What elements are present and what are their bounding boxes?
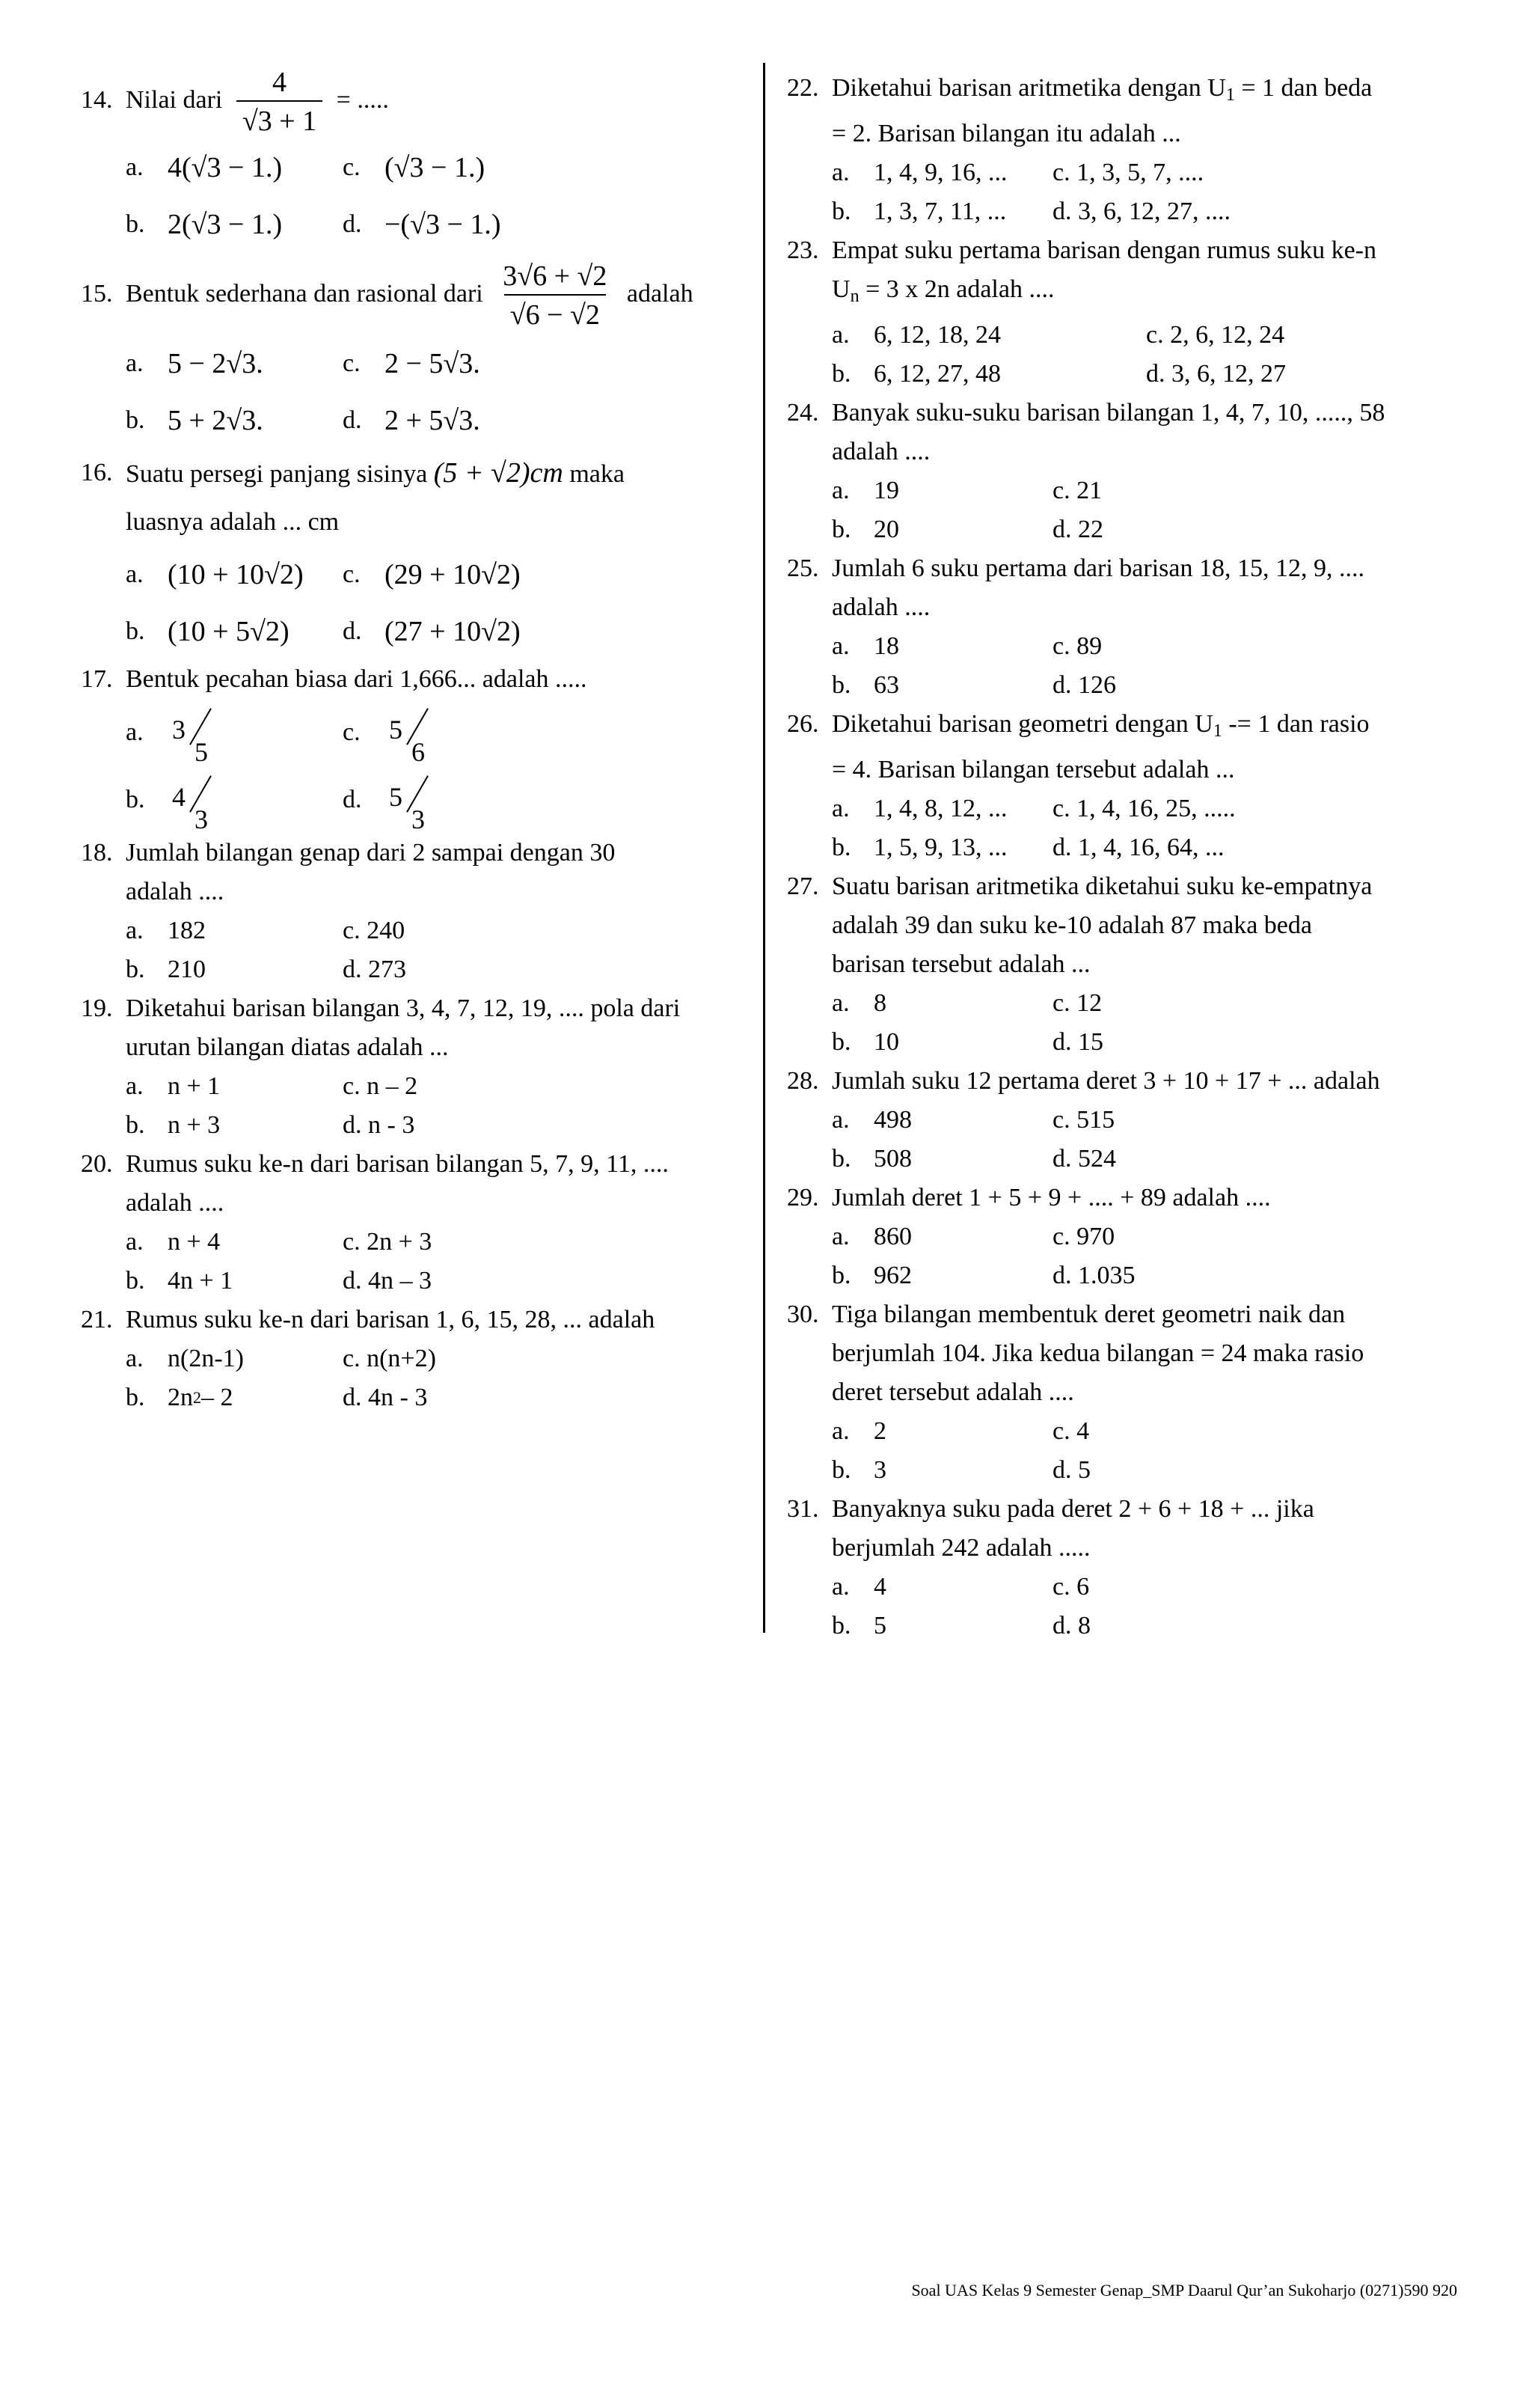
option-c: c. 240 [343,917,405,945]
option-b: b. 4n + 1 [126,1267,233,1295]
option-b: b. 2n 2 – 2 [126,1384,233,1412]
option-a: a. 18 [832,632,899,660]
question-14: 14. Nilai dari $\frac{4}{√3 + 1}$ = ..... [81,63,754,139]
option-c: c. 5 6 [343,699,754,766]
options-16 [126,546,754,660]
options-27 [832,984,1460,1062]
option-b: b. 63 [832,671,899,699]
option-d: d. 5 [1053,1456,1091,1484]
slash-fraction: 3 5 [168,699,220,751]
option-a: a. 4(√3 − 1.) [126,152,283,184]
question-22: 22. Diketahui barisan aritmetika dengan $U_1 = 1$ dan beda = 2. Barisan bilangan itu adalah ... [787,74,1373,147]
option-b: b. 4 3 [126,766,343,834]
option-c: c. (29 + 10√2) [343,559,521,591]
options-14 [126,139,754,253]
option-b: b. (10 + 5√2) [126,616,289,648]
question-27: 27. Suatu barisan aritmetika diketahui suku ke-empatnya adalah 39 dan suku ke-10 adalah 87 maka beda barisan tersebut adalah ... [787,873,1373,978]
fraction: $\frac{3√6 + √2}{√6 - √2}$ [497,258,613,333]
option-b: b. 2(√3 − 1.) [126,209,283,241]
option-d: d. 524 [1053,1145,1116,1173]
option-b: b. 20 [832,516,899,543]
option-d: d. 3, 6, 12, 27 [1146,360,1286,388]
option-b: b. n + 3 [126,1111,221,1140]
question-26: 26. Diketahui barisan geometri dengan $U_1 -= 1$ dan rasio = 4. Barisan bilangan tersebut adalah ... [787,710,1370,783]
question-20: 20. Rumus suku ke-n dari barisan bilangan 5, 7, 9, 11, .... adalah .... [81,1150,669,1217]
option-d: d. 1.035 [1053,1262,1136,1289]
option-a: a. 8 [832,989,886,1017]
option-c: c. 2n + 3 [343,1228,432,1256]
option-c: c. 1, 4, 16, 25, ..... [1053,795,1236,822]
options-26 [832,789,1460,867]
option-b: b. 5 [832,1612,886,1640]
page-footer: Soal UAS Kelas 9 Semester Genap_SMP Daarul Qur’an Sukoharjo (0271)590 920 [911,2281,1457,2299]
option-a: a. 1, 4, 8, 12, ... [832,795,1008,822]
left-column [81,63,754,1417]
options-30 [832,1412,1460,1490]
question-16: 16. Suatu persegi panjang sisinya (5 + √2)cm maka luasnya adalah ... cm [81,457,625,537]
option-d: d. −(√3 − 1.) [343,209,501,241]
option-d: d. (27 + 10√2) [343,616,521,648]
option-c: c. (√3 − 1.) [343,152,485,184]
question-18: 18. Jumlah bilangan genap dari 2 sampai dengan 30 adalah .... [81,839,616,906]
option-c: c. 12 [1053,989,1103,1017]
option-a: a. 19 [832,477,899,504]
question-29: 29. Jumlah deret 1 + 5 + 9 + .... + 89 adalah .... [787,1184,1271,1211]
options-21 [126,1339,754,1417]
option-d: d. 22 [1053,516,1103,543]
option-c: c. 2, 6, 12, 24 [1146,321,1285,349]
question-23: 23. Empat suku pertama barisan dengan rumus suku ke-n $U_n = 3$ x 2n adalah .... [787,236,1376,306]
column-divider [763,63,765,1633]
options-23 [832,316,1460,394]
options-25 [832,627,1460,705]
question-19: 19. Diketahui barisan bilangan 3, 4, 7, 12, 19, .... pola dari urutan bilangan diatas adalah ... [81,994,681,1062]
option-d: d. 5 3 [343,766,754,834]
option-b: b. 5 + 2√3. [126,405,263,437]
option-a: a. n + 4 [126,1228,221,1256]
option-b: b. 210 [126,956,206,984]
question-21: 21. Rumus suku ke-n dari barisan 1, 6, 15, 28, ... adalah [81,1306,655,1334]
option-b: b. 508 [832,1145,912,1173]
option-c: c. 2 − 5√3. [343,348,480,380]
question-15: 15. Bentuk sederhana dan rasional dari $\frac{3√6 + √2}{√6 - √2}$ adalah [81,253,754,335]
option-a: a. 498 [832,1106,912,1134]
option-b: b. 1, 5, 9, 13, ... [832,834,1008,861]
option-a: a. 3 5 [126,699,343,766]
options-24 [832,471,1460,549]
option-a: a. 182 [126,917,206,945]
question-17: 17. Bentuk pecahan biasa dari 1,666... adalah ..... [81,665,587,694]
question-text: Bentuk sederhana dan rasional dari [126,280,483,308]
option-c: c. 89 [1053,632,1103,660]
option-b: b. 962 [832,1262,912,1289]
option-d: d. 8 [1053,1612,1091,1640]
options-17 [126,699,754,834]
options-15 [126,335,754,449]
option-a: a. 4 [832,1573,886,1601]
option-b: b. 1, 3, 7, 11, ... [832,198,1007,225]
option-b: b. 6, 12, 27, 48 [832,360,1001,388]
option-d: d. 1, 4, 16, 64, ... [1053,834,1225,861]
question-24: 24. Banyak suku-suku barisan bilangan 1, 4, 7, 10, ....., 58 adalah .... [787,399,1385,465]
option-b: b. 3 [832,1456,886,1484]
option-a: a. 5 − 2√3. [126,348,263,380]
question-text: Nilai dari [126,86,223,114]
slash-fraction: 5 6 [384,699,437,751]
options-29 [832,1217,1460,1295]
option-c: c. 515 [1053,1106,1115,1134]
question-31: 31. Banyaknya suku pada deret 2 + 6 + 18 + ... jika berjumlah 242 adalah ..... [787,1495,1314,1562]
option-d: d. 2 + 5√3. [343,405,480,437]
option-d: d. 4n – 3 [343,1267,432,1295]
option-c: c. n(n+2) [343,1345,436,1373]
option-c: c. n – 2 [343,1072,418,1101]
option-c: c. 21 [1053,477,1103,504]
options-19 [126,1067,754,1145]
question-25: 25. Jumlah 6 suku pertama dari barisan 18, 15, 12, 9, .... adalah .... [787,554,1364,621]
option-c: c. 970 [1053,1223,1115,1250]
option-a: a. 2 [832,1417,886,1445]
slash-fraction: 4 3 [168,766,220,819]
options-28 [832,1101,1460,1179]
option-d: d. 273 [343,956,406,984]
option-d: d. n - 3 [343,1111,415,1140]
option-d: d. 126 [1053,671,1116,699]
options-20 [126,1223,754,1301]
right-column [787,69,1460,1645]
options-22 [832,153,1460,231]
option-a: a. 1, 4, 9, 16, ... [832,159,1008,186]
question-30: 30. Tiga bilangan membentuk deret geometri naik dan berjumlah 104. Jika kedua bilangan = 24 maka rasio deret tersebut adalah .... [787,1301,1364,1406]
option-c: c. 4 [1053,1417,1090,1445]
option-c: c. 1, 3, 5, 7, .... [1053,159,1204,186]
fraction: $\frac{4}{√3 + 1}$ [236,64,322,139]
option-b: b. 10 [832,1028,899,1056]
options-31 [832,1568,1460,1645]
option-a: a. (10 + 10√2) [126,559,304,591]
options-18 [126,911,754,989]
option-c: c. 6 [1053,1573,1090,1601]
option-d: d. 4n - 3 [343,1384,428,1412]
slash-fraction: 5 3 [384,766,437,819]
option-a: a. 6, 12, 18, 24 [832,321,1001,349]
question-28: 28. Jumlah suku 12 pertama deret 3 + 10 + 17 + ... adalah [787,1067,1380,1095]
option-a: a. 860 [832,1223,912,1250]
option-d: d. 15 [1053,1028,1103,1056]
option-a: a. n(2n-1) [126,1345,244,1373]
option-a: a. n + 1 [126,1072,221,1101]
option-d: d. 3, 6, 12, 27, .... [1053,198,1231,225]
